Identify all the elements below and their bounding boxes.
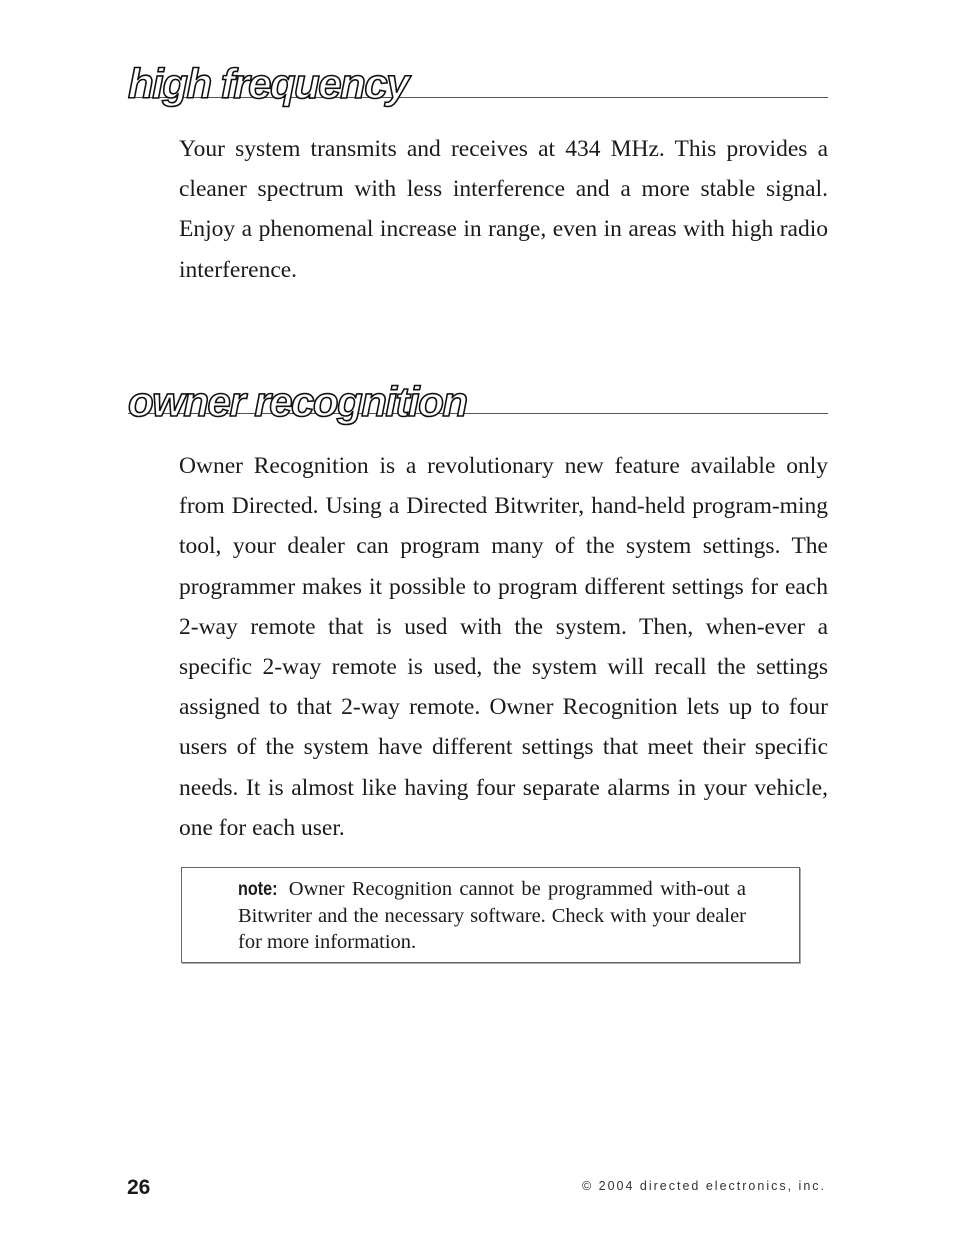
- high-frequency-paragraph: Your system transmits and receives at 434 MHz. This provides a cleaner spectrum with less interference and a more stable signal. Enjoy a phenomenal increase in range, even in areas with high radio interference.: [179, 136, 828, 283]
- owner-recognition-paragraph: Owner Recognition is a revolutionary new feature available only from Directed. Using a Directed Bitwriter, hand-held program-ming tool, your dealer can program many of the system settings. The programmer makes it possible to program different settings for each 2-way remote that is used with the system. Then, when-ever a specific 2-way remote is used, the system will recall the settings assigned to that 2-way remote. Owner Recognition lets up to four users of the system have different settings that meet their specific needs. It is almost like having four separate alarms in your vehicle, one for each user.: [179, 453, 828, 841]
- note-box: [181, 867, 800, 963]
- note-paragraph: [238, 876, 746, 955]
- copyright-notice: © 2004 directed electronics, inc.: [581, 1179, 826, 1193]
- section-heading-owner-recognition: [128, 376, 828, 425]
- section-heading-text: high frequency: [128, 60, 409, 107]
- section-heading-text: owner recognition: [128, 378, 467, 425]
- page-number: 26: [127, 1176, 151, 1199]
- note-text: Owner Recognition cannot be programmed with-out a Bitwriter and the necessary software. Check with your dealer for more information.: [238, 878, 747, 953]
- section-heading-high-frequency: [128, 58, 828, 107]
- note-label: note:: [238, 879, 278, 900]
